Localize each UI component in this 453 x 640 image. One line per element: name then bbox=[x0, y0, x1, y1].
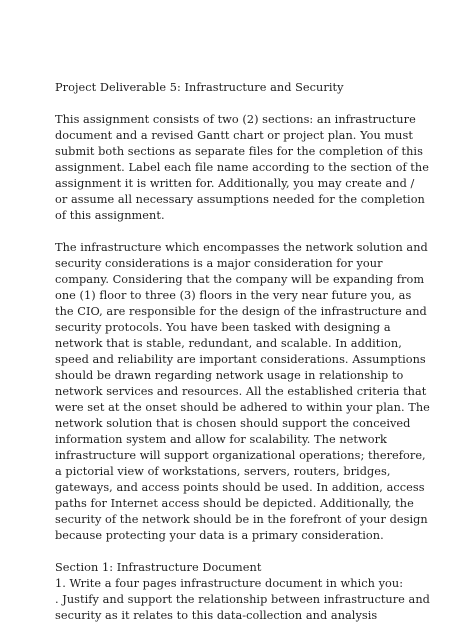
text-line: one (1) floor to three (3) floors in the very near future you, as bbox=[55, 289, 412, 302]
text-line: assignment. Label each file name according to the section of the bbox=[55, 161, 429, 174]
text-line: network solution that is chosen should support the conceived bbox=[55, 417, 411, 430]
text-line: a pictorial view of workstations, servers, routers, bridges, bbox=[55, 465, 391, 478]
text-line: This assignment consists of two (2) sections: an infrastructure bbox=[55, 113, 416, 126]
text-line: network services and resources. All the established criteria that bbox=[55, 385, 427, 398]
text-line: or assume all necessary assumptions needed for the completion bbox=[55, 193, 425, 206]
text-line: the CIO, are responsible for the design of the infrastructure and bbox=[55, 305, 427, 318]
text-line: security considerations is a major consideration for your bbox=[55, 257, 383, 270]
text-line: security protocols. You have been tasked with designing a bbox=[55, 321, 391, 334]
text-line: The infrastructure which encompasses the network solution and bbox=[55, 241, 428, 254]
text-line: because protecting your data is a primary consideration. bbox=[55, 529, 384, 542]
text-line: security of the network should be in the forefront of your design bbox=[55, 513, 428, 526]
text-line: gateways, and access points should be used. In addition, access bbox=[55, 481, 425, 494]
text-line: speed and reliability are important considerations. Assumptions bbox=[55, 353, 426, 366]
text-line: . Justify and support the relationship between infrastructure and bbox=[55, 593, 430, 606]
text-line: company. Considering that the company will be expanding from bbox=[55, 273, 425, 286]
text-line: paths for Internet access should be depicted. Additionally, the bbox=[55, 497, 414, 510]
text-line: assignment it is written for. Additionally, you may create and / bbox=[55, 177, 415, 190]
text-line: document and a revised Gantt chart or project plan. You must bbox=[55, 129, 413, 142]
text-line: should be drawn regarding network usage in relationship to bbox=[55, 369, 404, 382]
text-line: security as it relates to this data-collection and analysis bbox=[55, 609, 378, 622]
section-heading: Section 1: Infrastructure Document bbox=[55, 561, 262, 574]
text-line: network that is stable, redundant, and scalable. In addition, bbox=[55, 337, 402, 350]
text-line: of this assignment. bbox=[55, 209, 165, 222]
text-line: submit both sections as separate files for the completion of this bbox=[55, 145, 423, 158]
document-title: Project Deliverable 5: Infrastructure and Security bbox=[55, 81, 344, 94]
text-line: information system and allow for scalability. The network bbox=[55, 433, 387, 446]
numbered-item: 1. Write a four pages infrastructure document in which you: bbox=[55, 577, 404, 590]
text-line: were set at the onset should be adhered to within your plan. The bbox=[55, 401, 430, 414]
text-line: infrastructure will support organizational operations; therefore, bbox=[55, 449, 426, 462]
